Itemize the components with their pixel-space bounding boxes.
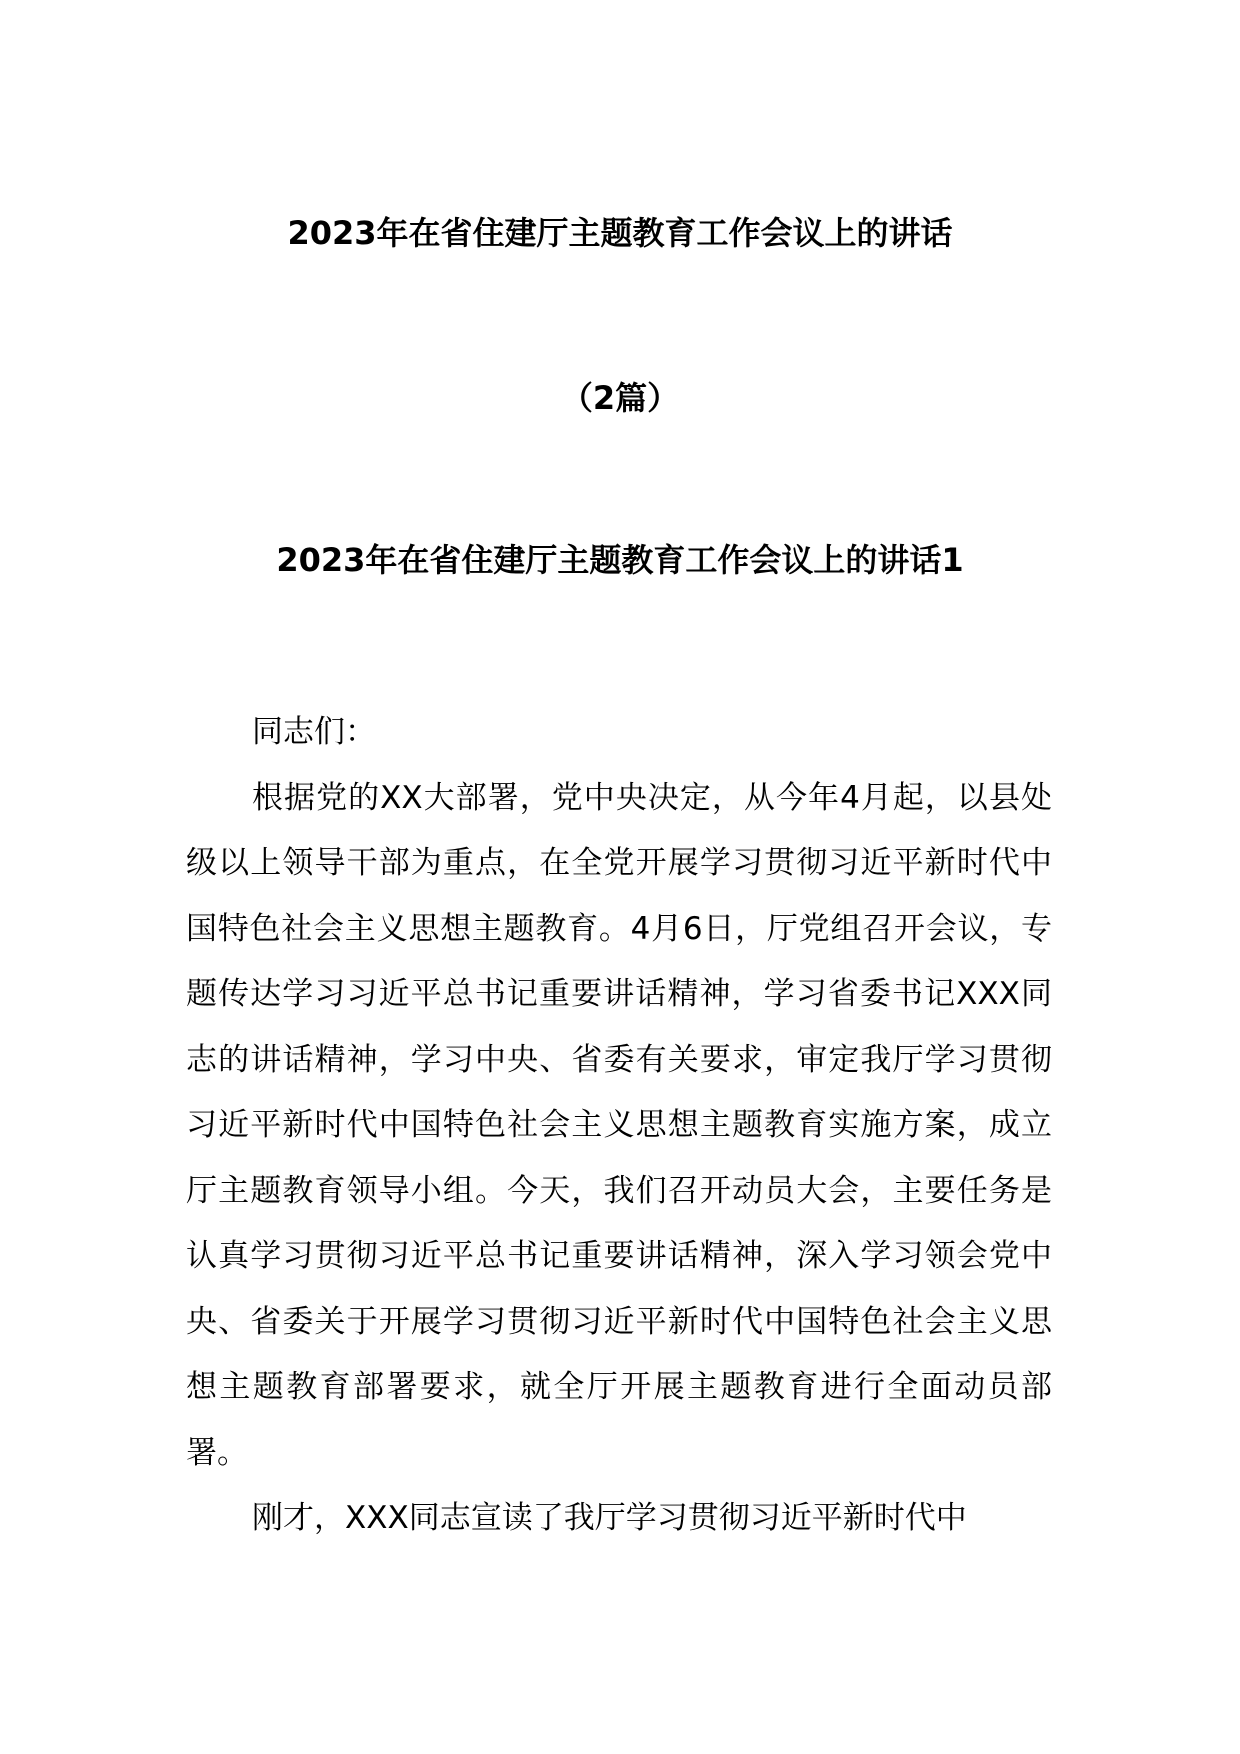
paragraph: 根据党的XX大部署，党中央决定，从今年4月起，以县处级以上领导干部为重点，在全党开展学习贯彻习近平新时代中国特色社会主义思想主题教育。4月6日，厅党组召开会议，专题传达学习习近平总书记重要讲话精神，学习省委书记XXX同志的讲话精神，学习中央、省委有关要求，审定我厅学习贯彻习近平新时代中国特色社会主义思想主题教育实施方案，成立厅主题教育领导小组。今天，我们召开动员大会，主要任务是认真学习贯彻习近平总书记重要讲话精神，深入学习领会党中央、省委关于开展学习贯彻习近平新时代中国特色社会主义思想主题教育部署要求，就全厅开展主题教育进行全面动员部署。 [186, 779, 1052, 1471]
document-subtitle: （2篇） [560, 379, 680, 417]
section-title: 2023年在省住建厅主题教育工作会议上的讲话1 [276, 541, 964, 579]
document-title: 2023年在省住建厅主题教育工作会议上的讲话 [287, 214, 953, 252]
salutation: 同志们： [252, 714, 376, 750]
paragraph: 刚才，XXX同志宣读了我厅学习贯彻习近平新时代中 [252, 1500, 967, 1536]
document-body [186, 700, 1052, 1552]
